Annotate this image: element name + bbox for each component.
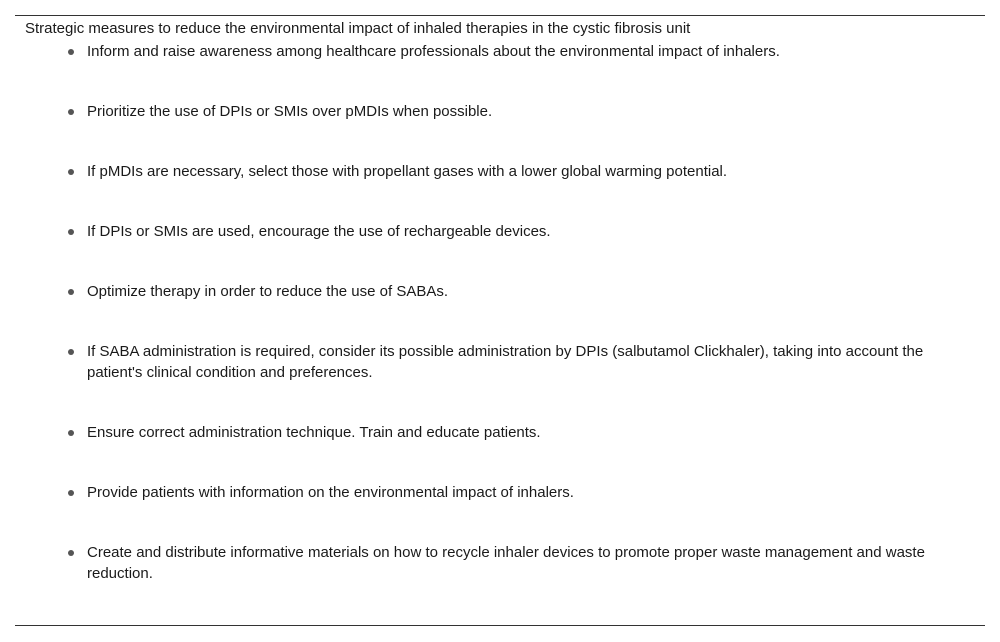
list-item-text: Optimize therapy in order to reduce the use of SABAs. (87, 283, 449, 300)
bullet-icon (68, 430, 74, 436)
list-item (87, 422, 967, 443)
list-item (87, 161, 967, 182)
list-item-text: Prioritize the use of DPIs or SMIs over pMDIs when possible. (87, 103, 493, 120)
list-item (87, 41, 967, 62)
bullet-icon (68, 109, 74, 115)
bullet-icon (68, 349, 74, 355)
bullet-icon (68, 169, 74, 175)
list-item (87, 341, 967, 383)
bullet-icon (68, 229, 74, 235)
list-item-text: Provide patients with information on the environmental impact of inhalers. (87, 484, 574, 501)
list-item-text: If pMDIs are necessary, select those with propellant gases with a lower global warming potential. (87, 163, 728, 180)
list-item-text: Create and distribute informative materials on how to recycle inhaler devices to promote proper waste management and waste reduction. (87, 544, 925, 582)
list-item (87, 482, 967, 503)
list-item (87, 101, 967, 122)
bullet-icon (68, 490, 74, 496)
bullet-icon (68, 289, 74, 295)
list-item-text: Ensure correct administration technique. Train and educate patients. (87, 424, 541, 441)
list-item-text: If DPIs or SMIs are used, encourage the use of rechargeable devices. (87, 223, 551, 240)
list-item (87, 281, 967, 302)
measures-table (15, 15, 985, 626)
list-item (87, 542, 967, 584)
bullet-icon (68, 49, 74, 55)
list-item (87, 221, 967, 242)
bullet-icon (68, 550, 74, 556)
list-item-text: If SABA administration is required, consider its possible administration by DPIs (salbutamol Clickhaler), taking into account the patient's clinical condition and preferences. (87, 343, 924, 381)
table-heading: Strategic measures to reduce the environmental impact of inhaled therapies in the cystic fibrosis unit (25, 20, 691, 37)
list-item-text: Inform and raise awareness among healthcare professionals about the environmental impact of inhalers. (87, 43, 780, 60)
